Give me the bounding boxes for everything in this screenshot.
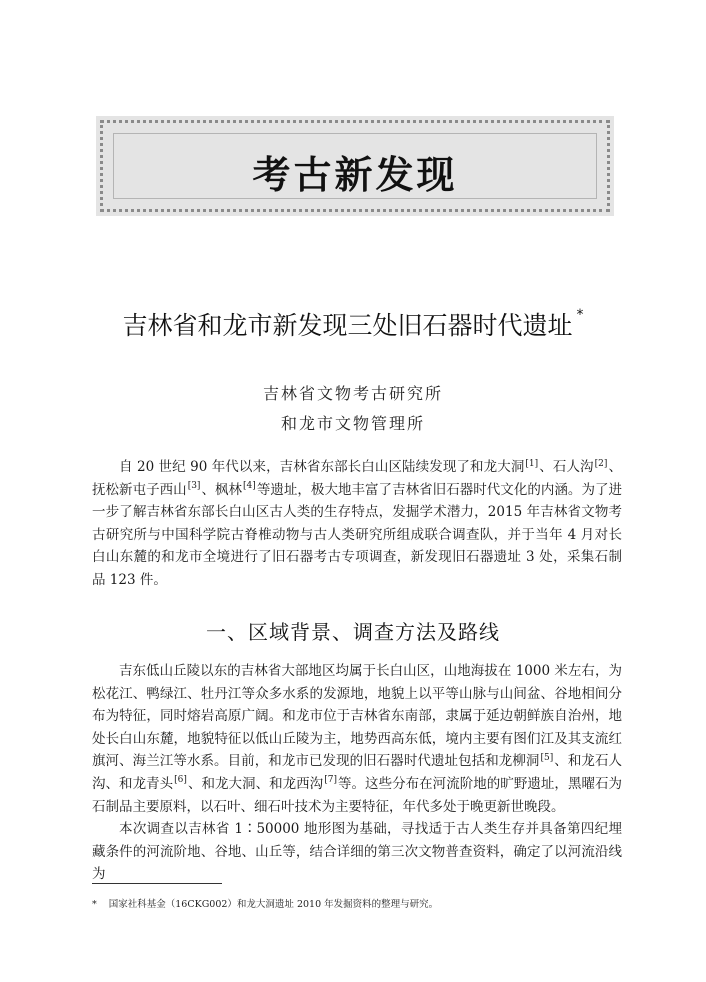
text-run: 、枫林: [201, 481, 243, 498]
reference-marker: [5]: [540, 752, 554, 763]
reference-marker: [1]: [525, 458, 539, 469]
text-run: 吉东低山丘陵以东的吉林省大部地区均属于长白山区，山地海拔在 1000 米左右，为松花江、鸭绿江、牡丹江等众多水系的发源地，地貌上以平等山脉与山间盆、谷地相间分布为特征，同时熔岩高原广阔。和龙市位于吉林省东南部，隶属于延边朝鲜族自治州，地处长白山东麓，地貌特征以低山丘陵为主，地势西高东低，境内主要有图们江及其支流红旗河、海兰江等水系。目前，和龙市已发现的旧石器时代遗址包括和龙柳洞: [92, 663, 622, 770]
article-title: [0, 306, 706, 342]
reference-marker: [3]: [187, 481, 201, 492]
reference-marker: [2]: [594, 458, 608, 469]
title-footnote-mark: *: [576, 306, 584, 323]
intro-paragraph: [92, 456, 622, 592]
author-affiliation-1: 吉林省文物考古研究所: [262, 384, 443, 403]
article-title-text: 吉林省和龙市新发现三处旧石器时代遗址: [122, 311, 573, 340]
reference-marker: [6]: [174, 775, 187, 786]
author-affiliation-2: 和龙市文物管理所: [280, 414, 425, 433]
footnote: [92, 896, 622, 910]
intro-section: [92, 456, 622, 592]
text-run: 、石人沟: [539, 459, 594, 475]
reference-marker: [7]: [324, 775, 337, 786]
text-run: 自 20 世纪 90 年代以来，吉林省东部长白山区陆续发现了和龙大洞: [119, 459, 525, 475]
section-1-body: [92, 660, 622, 886]
reference-marker: [4]: [243, 481, 256, 492]
footnote-mark: *: [92, 899, 97, 910]
text-run: 、抚松新屯子西山: [92, 459, 623, 498]
footnote-text: 国家社科基金（16CKG002）和龙大洞遗址 2010 年发掘资料的整理与研究。: [108, 899, 439, 910]
text-run: 、和龙大洞、和龙西沟: [187, 775, 324, 792]
section-banner: [96, 116, 614, 216]
text-run: 等。这些分布在河流阶地的旷野遗址，黑曜石为石制品主要原料，以石叶、细石叶技术为主要特征，年代多处于晚更新世晚段。: [92, 775, 623, 815]
section-title: 考古新发现: [252, 153, 458, 197]
text-run: 、和龙石人沟、和龙青头: [92, 753, 622, 792]
footnote-divider: [92, 883, 222, 884]
section-1-paragraph-1: [92, 660, 622, 818]
section-heading-1: 一、区域背景、调查方法及路线: [206, 620, 500, 644]
section-1-paragraph-2: 本次调查以吉林省 1∶50000 地形图为基础，寻找适于古人类生存并具备第四纪埋藏条件的河流阶地、谷地、山丘等，结合详细的第三次文物普查资料，确定了以河流沿线为: [92, 821, 622, 883]
text-run: 等遗址，极大地丰富了吉林省旧石器时代文化的内涵。为了进一步了解吉林省东部长白山区古人类的生存特点，发掘学术潜力，2015 年吉林省文物考古研究所与中国科学院古脊椎动物与古人类研究所组成联合调查队，并于当年 4 月对长白山东麓的和龙市全境进行了旧石器考古专项调查，新发现旧石器遗址 3 处，采集石制品 123 件。: [92, 481, 623, 588]
